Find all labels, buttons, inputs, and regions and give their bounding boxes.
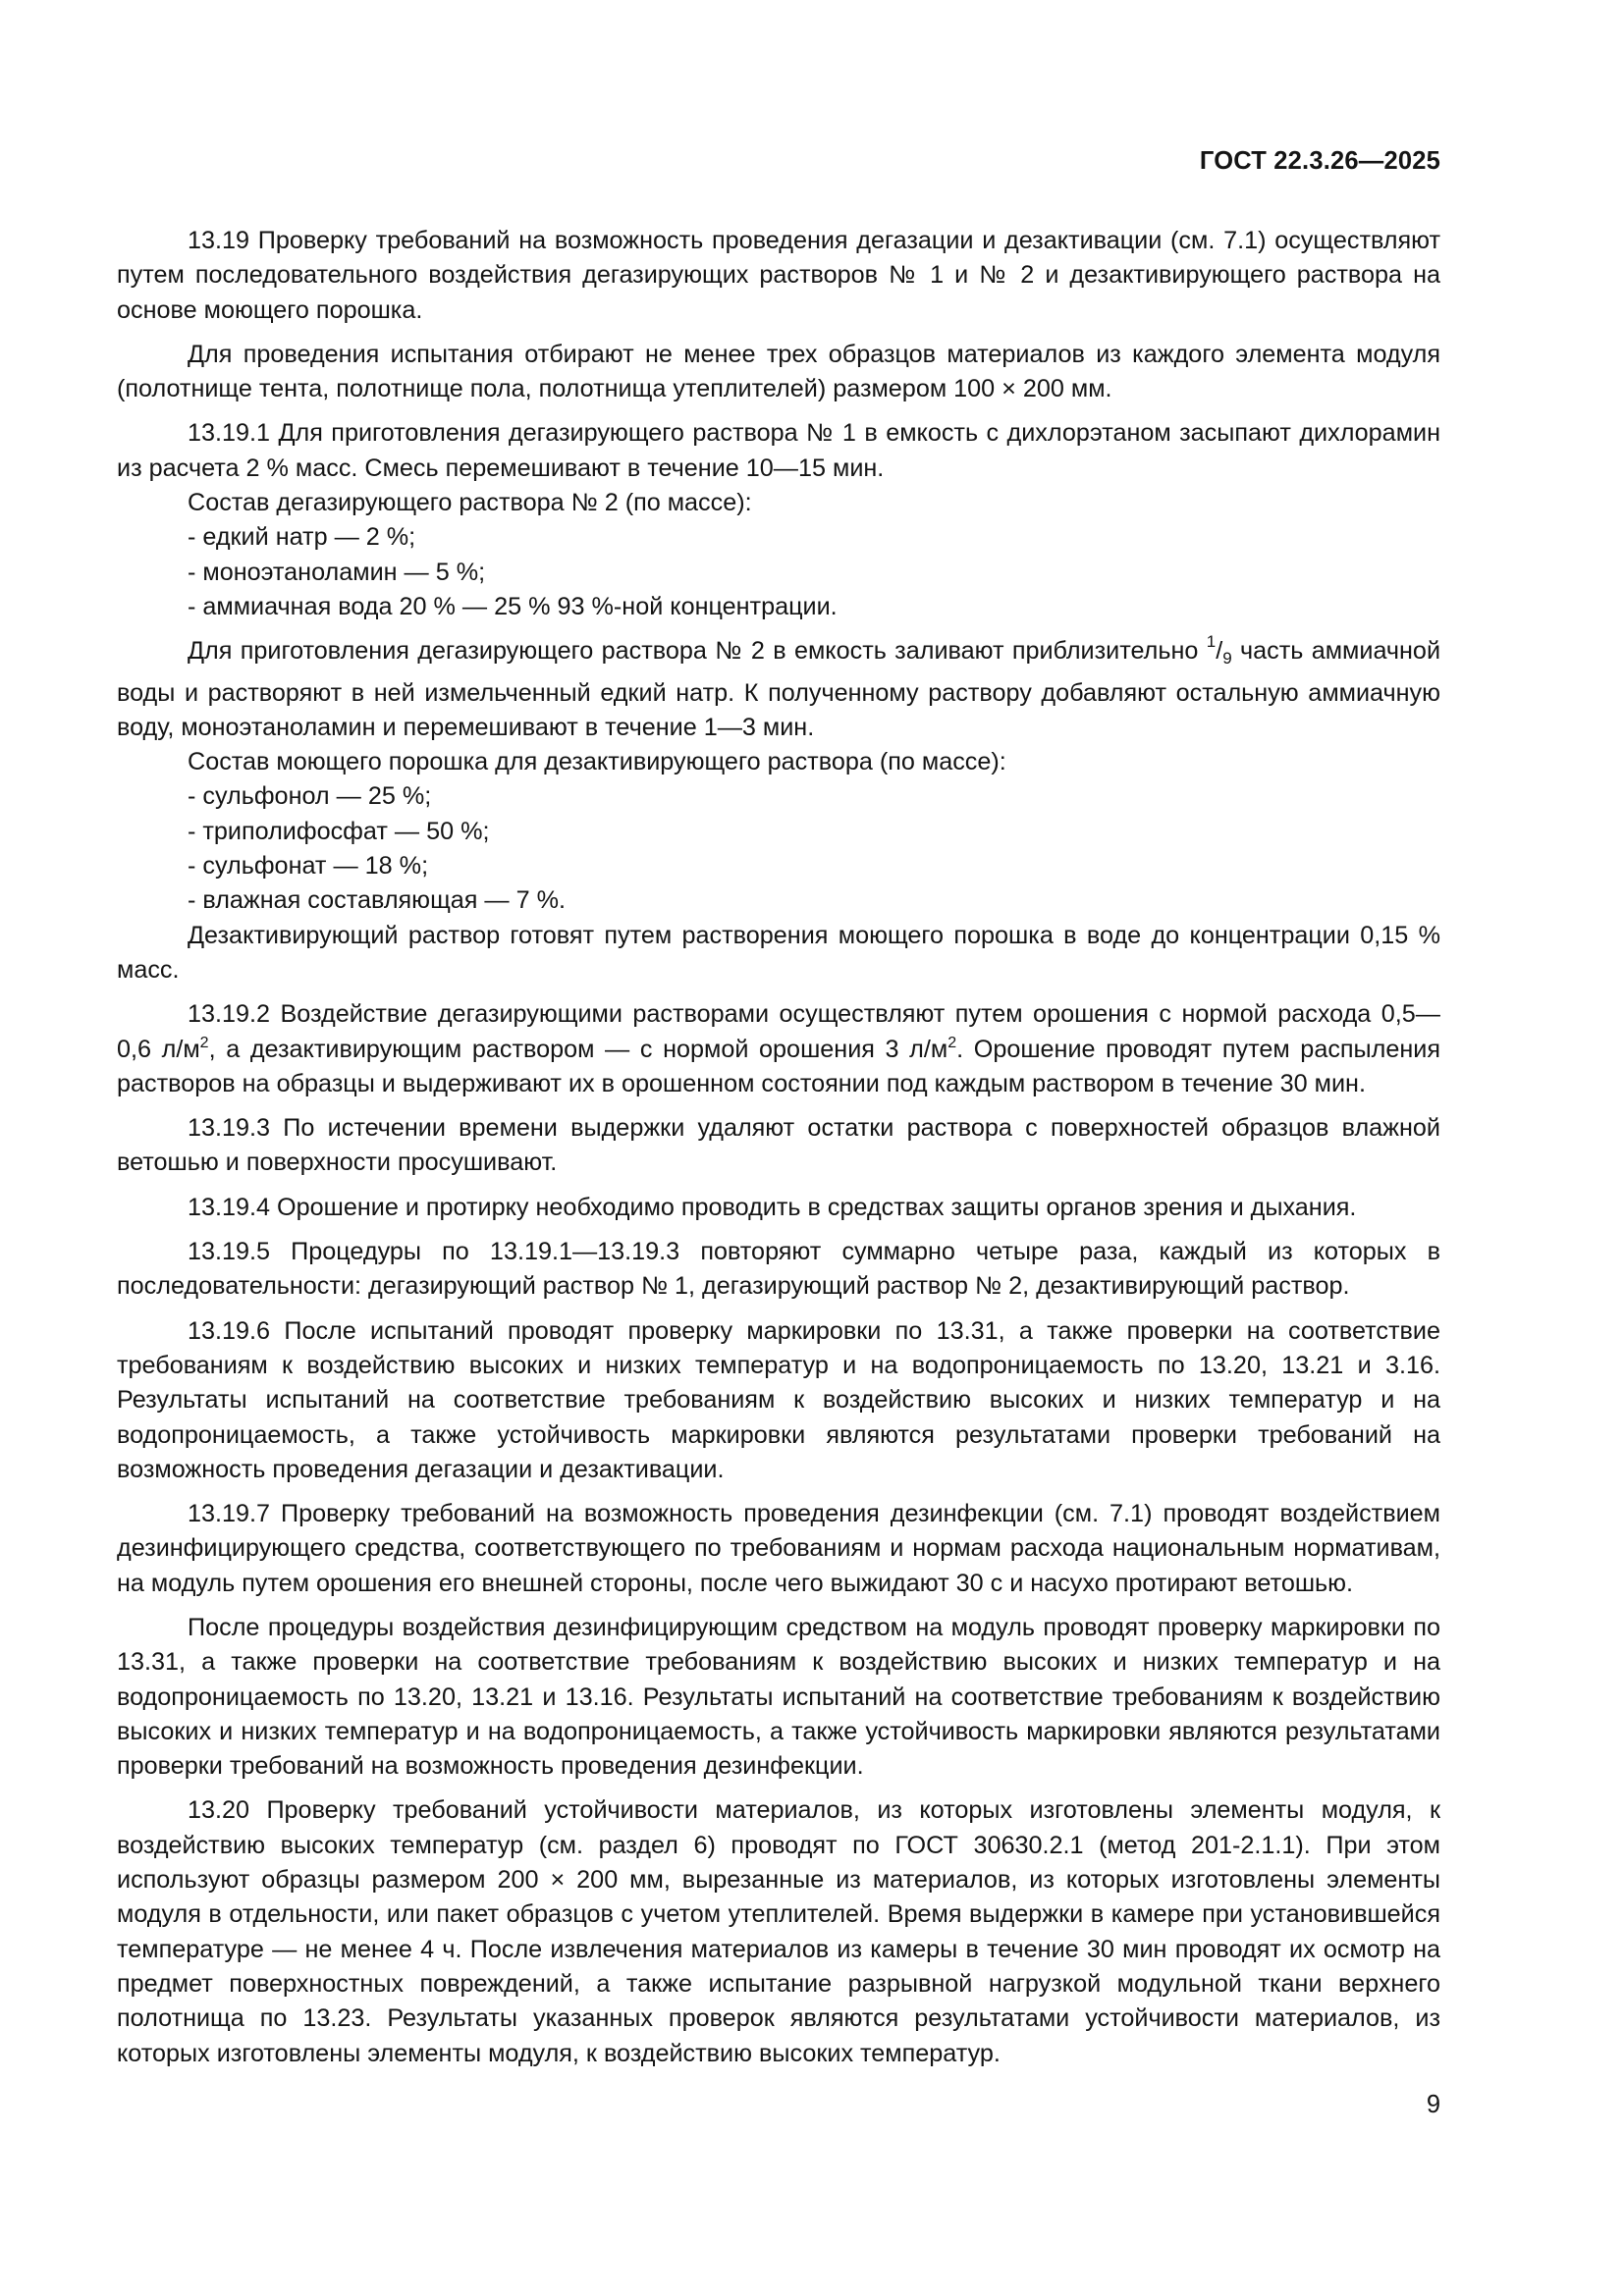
fraction-denominator: 9 <box>1222 649 1232 668</box>
fraction-numerator: 1 <box>1206 632 1217 652</box>
document-body <box>117 224 1440 2071</box>
list-item: - аммиачная вода 20 % — 25 % 93 %-ной концентрации. <box>188 592 838 620</box>
fraction-one-ninth: $^1$/9 <box>1206 632 1232 668</box>
paragraph-solution-2-preparation <box>117 624 1440 745</box>
document-code-header: ГОСТ 22.3.26—2025 <box>1199 147 1440 175</box>
paragraph-sampling: Для проведения испытания отбирают не менее трех образцов материалов из каждого элемента модуля (полотнище тента, полотнище пола, полотнища утеплителей) размером 100 × 200 мм. <box>117 340 1440 403</box>
paragraph-13-19-6: 13.19.6 После испытаний проводят проверку маркировки по 13.31, а также проверки на соответствие требованиям к воздействию высоких и низких температур и на водопроницаемость по 13.20, 13.21 и 3.16. Результаты испытаний на соответствие требованиям к воздействию высоких и низких температур и на водопроницаемость, а также устойчивость маркировки являются результатами проверки требований на возможность проведения дегазации и дезактивации. <box>117 1316 1440 1483</box>
list-item: - моноэтаноламин — 5 %; <box>188 558 486 586</box>
paragraph-solution-2-composition: Состав дегазирующего раствора № 2 (по массе): <box>188 489 752 517</box>
paragraph-13-19-4: 13.19.4 Орошение и протирку необходимо проводить в средствах защиты органов зрения и дыхания. <box>188 1193 1357 1221</box>
text-fragment: часть аммиачной воды и растворяют в ней измельченный едкий натр. К полученному раствору добавляют остальную аммиачную воду, моноэтаноламин и перемешивают в течение 1—3 мин. <box>117 637 1441 741</box>
text-fragment: Для приготовления дегазирующего раствора № 2 в емкость заливают приблизительно <box>188 637 1207 666</box>
paragraph-deactivating-solution: Дезактивирующий раствор готовят путем растворения моющего порошка в воде до концентрации 0,15 % масс. <box>117 921 1440 984</box>
paragraph-disinfection-check: После процедуры воздействия дезинфицирующим средством на модуль проводят проверку маркировки по 13.31, а также проверки на соответствие требованиям к воздействию высоких и низких температур и на водопроницаемость по 13.20, 13.21 и 13.16. Результаты испытаний на соответствие требованиям к воздействию высоких и низких температур и на водопроницаемость, а также устойчивость маркировки являются результатами проверки требований на возможность проведения дезинфекции. <box>117 1613 1440 1781</box>
list-item: - влажная составляющая — 7 %. <box>188 886 567 915</box>
paragraph-powder-composition: Состав моющего порошка для дезактивирующего раствора (по массе): <box>188 748 1006 776</box>
paragraph-13-19-5: 13.19.5 Процедуры по 13.19.1—13.19.3 повторяют суммарно четыре раза, каждый из которых в последовательности: дегазирующий раствор № 1, дегазирующий раствор № 2, дезактивирующий раствор. <box>117 1238 1440 1301</box>
paragraph-13-19-1: 13.19.1 Для приготовления дегазирующего раствора № 1 в емкость с дихлорэтаном засыпают дихлорамин из расчета 2 % масс. Смесь перемешивают в течение 10—15 мин. <box>117 419 1440 482</box>
list-item: - едкий натр — 2 %; <box>188 523 416 552</box>
paragraph-13-20: 13.20 Проверку требований устойчивости материалов, из которых изготовлены элементы модуля, к воздействию высоких температур (см. раздел 6) проводят по ГОСТ 30630.2.1 (метод 201-2.1.1). При этом используют образцы размером 200 × 200 мм, вырезанные из материалов, из которых изготовлены элементы модуля в отдельности, или пакет образцов с учетом утеплителей. Время выдержки в камере при установившейся температуре — не менее 4 ч. После извлечения материалов из камеры в течение 30 мин проводят их осмотр на предмет поверхностных повреждений, а также испытание разрывной нагрузкой модульной ткани верхнего полотнища по 13.23. Результаты указанных проверок являются результатами устойчивости материалов, из которых изготовлены элементы модуля, к воздействию высоких температур. <box>117 1796 1440 2067</box>
paragraph-13-19-3: 13.19.3 По истечении времени выдержки удаляют остатки раствора с поверхностей образцов влажной ветошью и поверхности просушивают. <box>117 1114 1440 1177</box>
page-number: 9 <box>1426 2091 1440 2118</box>
text-fragment: , а дезактивирующим раствором — с нормой орошения 3 л/м <box>208 1035 948 1063</box>
text-fragment: 13.19.2 Воздействие дегазирующими растворами осуществляют путем орошения с нормой расхода 0,5—0,6 л/м <box>117 1000 1440 1063</box>
text-fragment: . Орошение проводят путем распыления растворов на образцы и выдерживают их в орошенном состоянии под каждым раствором в течение 30 мин. <box>117 1035 1440 1097</box>
list-item: - сульфонол — 25 %; <box>188 782 432 811</box>
paragraph-13-19: 13.19 Проверку требований на возможность проведения дегазации и дезактивации (см. 7.1) осуществляют путем последовательного воздействия дегазирующих растворов № 1 и № 2 и дезактивирующего раствора на основе моющего порошка. <box>117 227 1440 324</box>
superscript: 2 <box>199 1034 209 1051</box>
list-item: - сульфонат — 18 %; <box>188 852 429 881</box>
paragraph-13-19-2 <box>117 997 1440 1101</box>
list-item: - триполифосфат — 50 %; <box>188 817 490 845</box>
superscript: 2 <box>947 1034 957 1051</box>
paragraph-13-19-7: 13.19.7 Проверку требований на возможность проведения дезинфекции (см. 7.1) проводят воздействием дезинфицирующего средства, соответствующего по требованиям и нормам расхода национальным нормативам, на модуль путем орошения его внешней стороны, после чего выжидают 30 с и насухо протирают ветошью. <box>117 1500 1440 1597</box>
